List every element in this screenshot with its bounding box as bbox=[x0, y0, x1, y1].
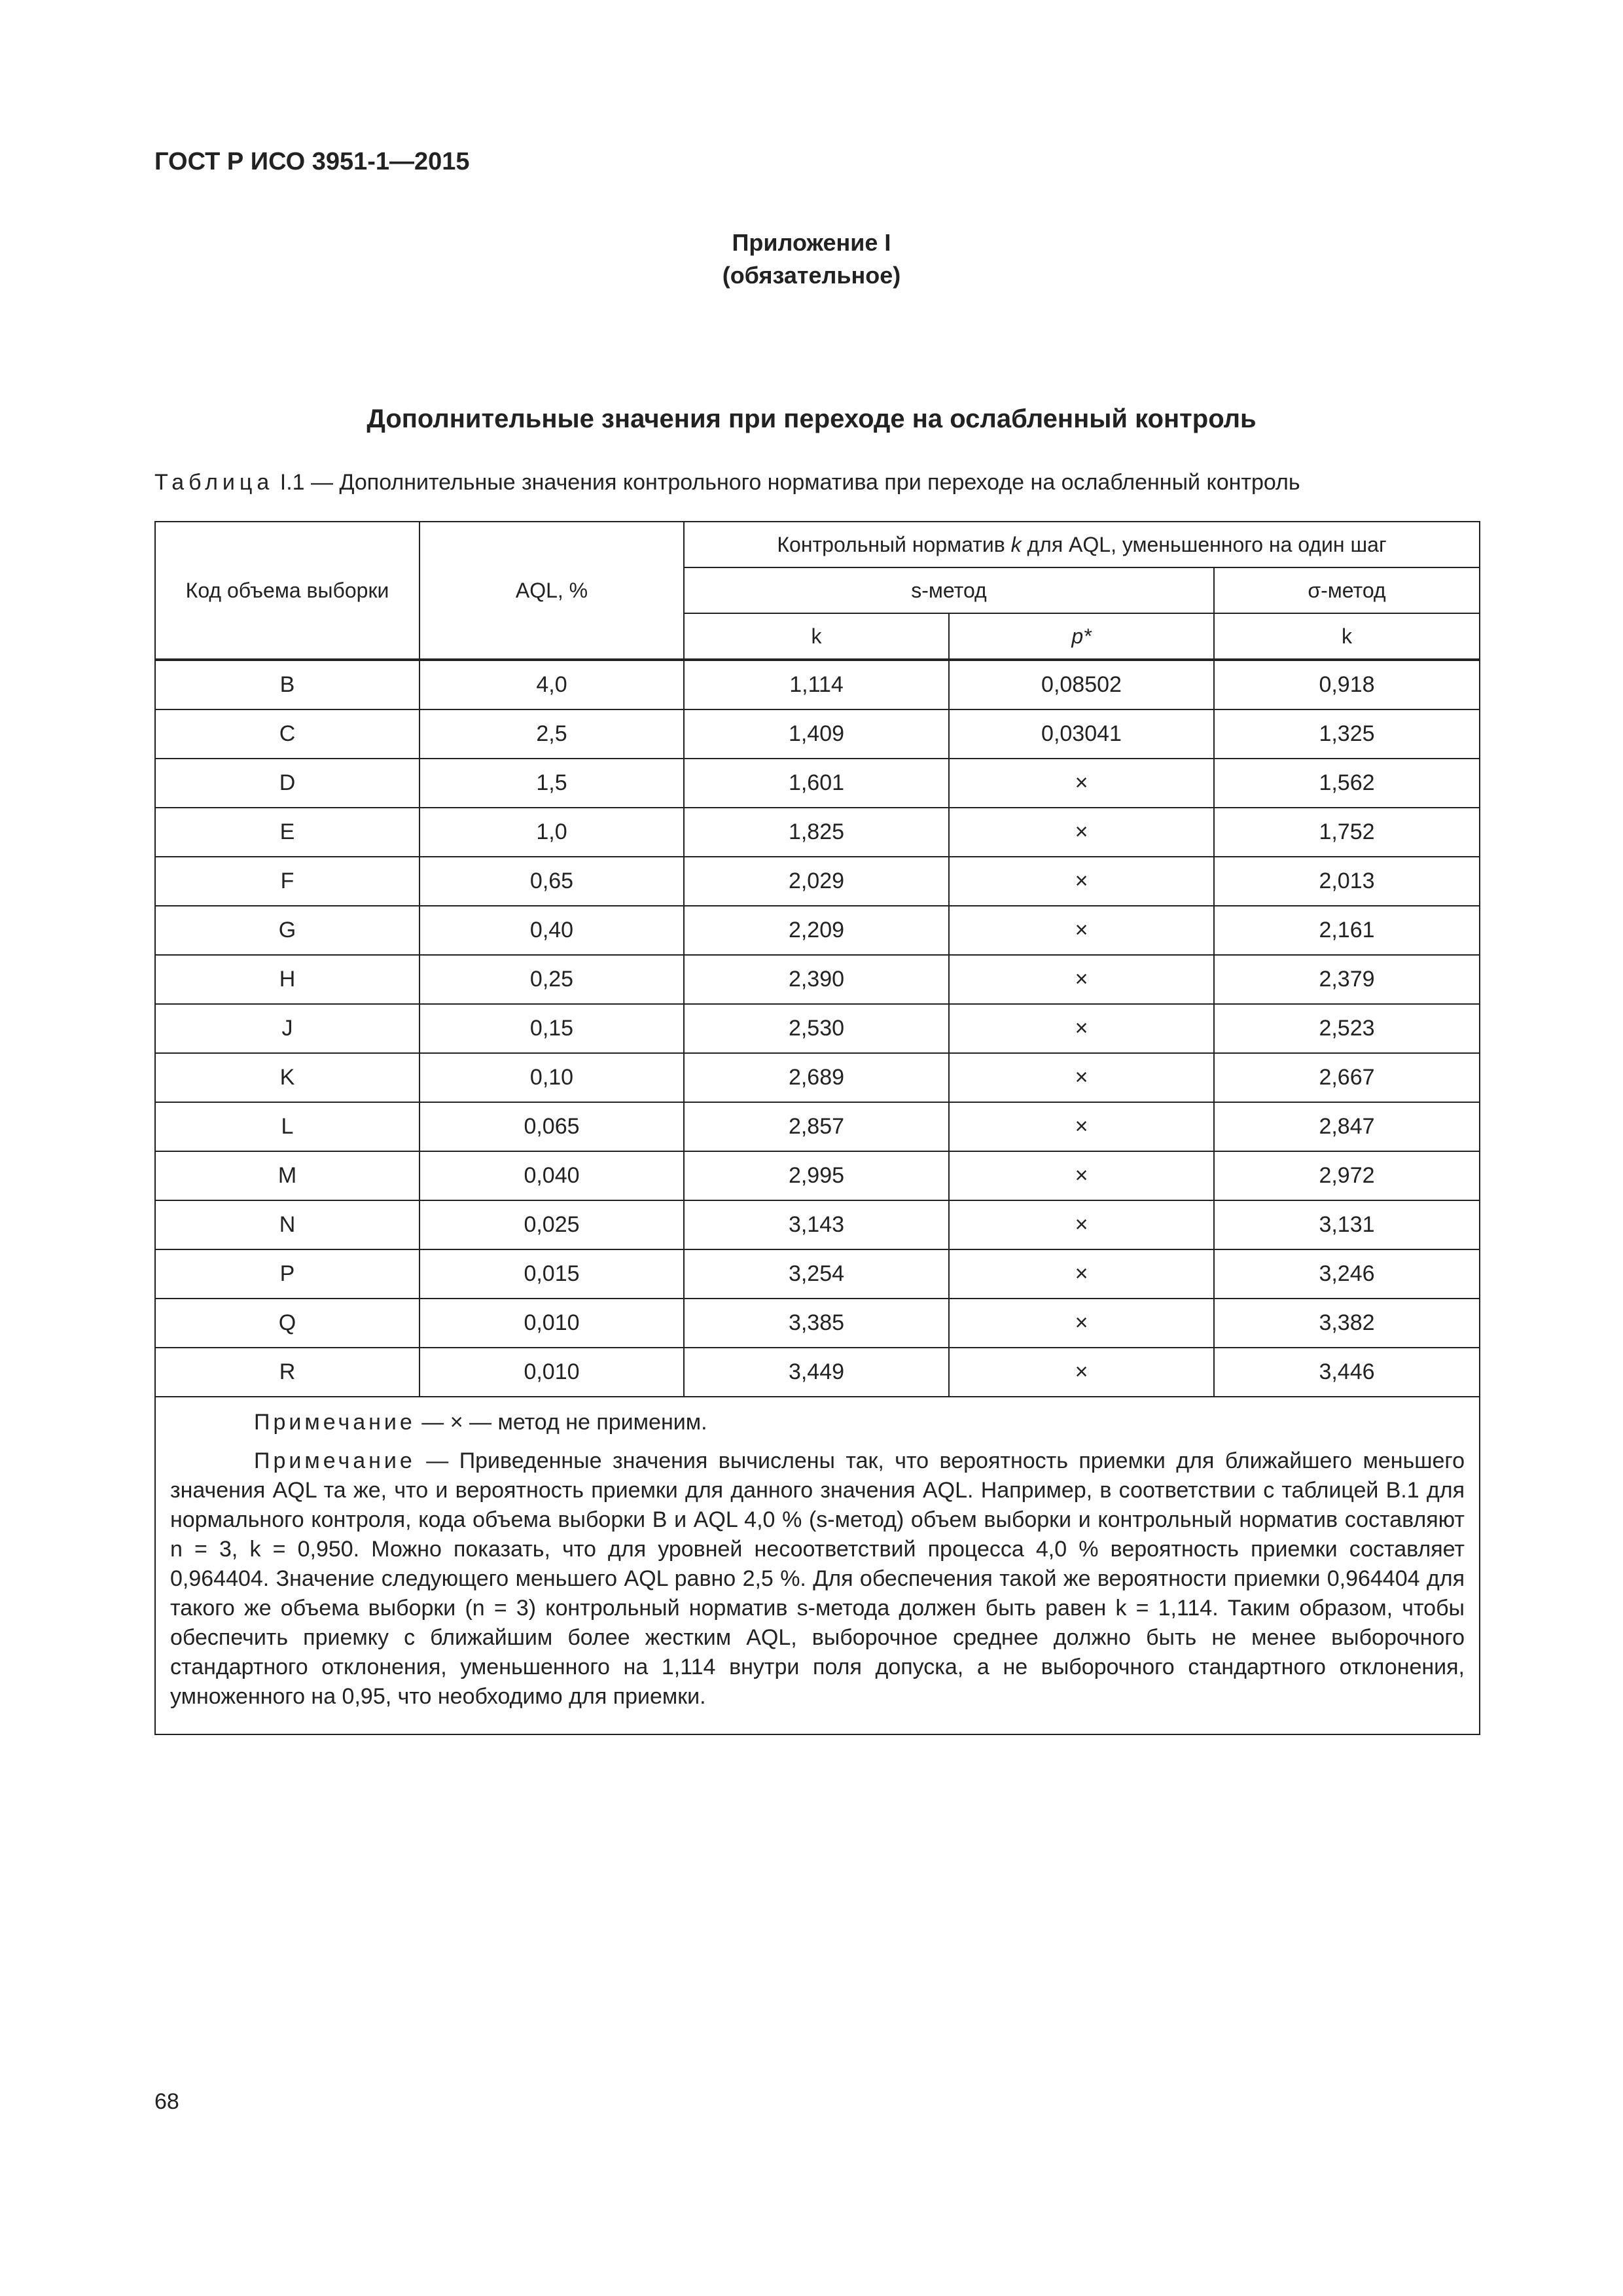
cell-p: × bbox=[949, 1200, 1214, 1249]
cell-k-sigma: 3,382 bbox=[1214, 1299, 1480, 1348]
cell-p: 0,08502 bbox=[949, 660, 1214, 709]
cell-k-sigma: 2,379 bbox=[1214, 955, 1480, 1004]
values-table bbox=[154, 521, 1480, 1735]
table-row bbox=[155, 955, 1480, 1004]
note-2-text: — Приведенные значения вычислены так, что вероятность приемки для ближайшего меньшего значения AQL та же, что и вероятность приемки для данного значения AQL. Например, в соответствии с таблицей В.1 для нормального контроля, кода объема выборки В и AQL 4,0 % (s-метод) объем выборки и контрольный норматив составляют n = 3, k = 0,950. Можно показать, что для уровней несоответствий процесса 4,0 % вероятность приемки составляет 0,964404. Значение следующего меньшего AQL равно 2,5 %. Для обеспечения такой же вероятности приемки 0,964404 для такого же объема выборки (n = 3) контрольный норматив s-метода должен быть равен k = 1,114. Таким образом, чтобы обеспечить приемку с ближайшим более жестким AQL, выборочное среднее должно быть не менее выборочного стандартного отклонения, уменьшенного на 1,114 внутри поля допуска, а не выборочного стандартного отклонения, умноженного на 0,95, что необходимо для приемки. bbox=[170, 1448, 1465, 1709]
header-group-k: k bbox=[1010, 532, 1022, 556]
cell-aql: 0,065 bbox=[419, 1102, 684, 1151]
cell-k-s: 1,409 bbox=[684, 709, 949, 759]
cell-code: D bbox=[155, 759, 419, 808]
table-row bbox=[155, 1102, 1480, 1151]
table-header bbox=[155, 522, 1480, 660]
cell-k-s: 2,530 bbox=[684, 1004, 949, 1053]
cell-p: × bbox=[949, 955, 1214, 1004]
cell-k-sigma: 1,752 bbox=[1214, 808, 1480, 857]
cell-p: × bbox=[949, 857, 1214, 906]
header-s-method: s-метод bbox=[684, 567, 1214, 613]
header-code: Код объема выборки bbox=[155, 522, 419, 660]
cell-p: × bbox=[949, 1151, 1214, 1200]
cell-k-sigma: 1,562 bbox=[1214, 759, 1480, 808]
caption-number: I.1 bbox=[279, 470, 305, 495]
appendix-heading bbox=[0, 226, 1623, 292]
cell-aql: 2,5 bbox=[419, 709, 684, 759]
cell-k-sigma: 2,013 bbox=[1214, 857, 1480, 906]
notes-cell bbox=[155, 1397, 1480, 1734]
caption-text: — Дополнительные значения контрольного норматива при переходе на ослабленный контроль bbox=[311, 470, 1300, 495]
cell-code: G bbox=[155, 906, 419, 955]
appendix-title: Приложение I bbox=[732, 229, 891, 256]
table-row bbox=[155, 857, 1480, 906]
cell-code: P bbox=[155, 1249, 419, 1299]
table-row bbox=[155, 906, 1480, 955]
cell-code: R bbox=[155, 1348, 419, 1397]
cell-k-sigma: 2,847 bbox=[1214, 1102, 1480, 1151]
cell-k-sigma: 2,523 bbox=[1214, 1004, 1480, 1053]
cell-code: N bbox=[155, 1200, 419, 1249]
header-group bbox=[684, 522, 1480, 567]
cell-k-s: 1,825 bbox=[684, 808, 949, 857]
cell-k-sigma: 1,325 bbox=[1214, 709, 1480, 759]
cell-p: × bbox=[949, 1102, 1214, 1151]
cell-k-s: 3,449 bbox=[684, 1348, 949, 1397]
table-row bbox=[155, 1200, 1480, 1249]
table-row bbox=[155, 759, 1480, 808]
cell-aql: 0,040 bbox=[419, 1151, 684, 1200]
cell-k-s: 1,114 bbox=[684, 660, 949, 709]
cell-k-s: 2,390 bbox=[684, 955, 949, 1004]
header-group-pre: Контрольный норматив bbox=[777, 532, 1011, 556]
cell-aql: 1,0 bbox=[419, 808, 684, 857]
table-row bbox=[155, 660, 1480, 709]
table-caption bbox=[154, 470, 1300, 495]
note-1-label: Примечание bbox=[254, 1410, 416, 1435]
header-p-star: p* bbox=[949, 613, 1214, 660]
cell-code: L bbox=[155, 1102, 419, 1151]
cell-k-sigma: 2,161 bbox=[1214, 906, 1480, 955]
cell-p: 0,03041 bbox=[949, 709, 1214, 759]
cell-aql: 0,25 bbox=[419, 955, 684, 1004]
table-row bbox=[155, 1249, 1480, 1299]
cell-aql: 0,010 bbox=[419, 1299, 684, 1348]
cell-p: × bbox=[949, 759, 1214, 808]
cell-aql: 0,40 bbox=[419, 906, 684, 955]
cell-p: × bbox=[949, 1299, 1214, 1348]
cell-k-s: 2,689 bbox=[684, 1053, 949, 1102]
cell-p: × bbox=[949, 1348, 1214, 1397]
table-row bbox=[155, 709, 1480, 759]
table-row bbox=[155, 808, 1480, 857]
cell-k-s: 3,143 bbox=[684, 1200, 949, 1249]
cell-code: Q bbox=[155, 1299, 419, 1348]
cell-code: B bbox=[155, 660, 419, 709]
cell-p: × bbox=[949, 906, 1214, 955]
cell-code: J bbox=[155, 1004, 419, 1053]
cell-aql: 0,10 bbox=[419, 1053, 684, 1102]
cell-aql: 0,010 bbox=[419, 1348, 684, 1397]
table-row bbox=[155, 1299, 1480, 1348]
cell-code: K bbox=[155, 1053, 419, 1102]
cell-code: F bbox=[155, 857, 419, 906]
note-2 bbox=[170, 1446, 1465, 1712]
cell-k-s: 2,995 bbox=[684, 1151, 949, 1200]
header-k-sigma: k bbox=[1214, 613, 1480, 660]
header-sigma-method: σ-метод bbox=[1214, 567, 1480, 613]
cell-aql: 4,0 bbox=[419, 660, 684, 709]
header-group-post: для AQL, уменьшенного на один шаг bbox=[1021, 532, 1387, 556]
table-row bbox=[155, 1004, 1480, 1053]
page-number: 68 bbox=[154, 2089, 179, 2114]
appendix-status: (обязательное) bbox=[722, 262, 901, 289]
cell-k-s: 3,254 bbox=[684, 1249, 949, 1299]
cell-k-s: 2,209 bbox=[684, 906, 949, 955]
note-1-text: — × — метод не применим. bbox=[415, 1410, 707, 1435]
table-row bbox=[155, 1151, 1480, 1200]
cell-aql: 1,5 bbox=[419, 759, 684, 808]
cell-k-sigma: 2,972 bbox=[1214, 1151, 1480, 1200]
table-row bbox=[155, 1053, 1480, 1102]
cell-p: × bbox=[949, 1249, 1214, 1299]
cell-code: E bbox=[155, 808, 419, 857]
cell-code: M bbox=[155, 1151, 419, 1200]
table-body bbox=[155, 660, 1480, 1397]
header-k-s: k bbox=[684, 613, 949, 660]
cell-p: × bbox=[949, 1053, 1214, 1102]
cell-aql: 0,015 bbox=[419, 1249, 684, 1299]
cell-code: H bbox=[155, 955, 419, 1004]
note-1 bbox=[170, 1408, 1465, 1437]
cell-k-sigma: 3,446 bbox=[1214, 1348, 1480, 1397]
cell-k-sigma: 3,246 bbox=[1214, 1249, 1480, 1299]
header-aql: AQL, % bbox=[419, 522, 684, 660]
table-row bbox=[155, 1348, 1480, 1397]
cell-k-sigma: 0,918 bbox=[1214, 660, 1480, 709]
cell-k-sigma: 3,131 bbox=[1214, 1200, 1480, 1249]
section-title: Дополнительные значения при переходе на ослабленный контроль bbox=[366, 404, 1257, 433]
cell-aql: 0,65 bbox=[419, 857, 684, 906]
cell-k-s: 3,385 bbox=[684, 1299, 949, 1348]
cell-k-s: 2,029 bbox=[684, 857, 949, 906]
cell-p: × bbox=[949, 808, 1214, 857]
document-code: ГОСТ Р ИСО 3951-1—2015 bbox=[154, 148, 470, 175]
cell-k-s: 2,857 bbox=[684, 1102, 949, 1151]
cell-code: C bbox=[155, 709, 419, 759]
cell-aql: 0,15 bbox=[419, 1004, 684, 1053]
cell-aql: 0,025 bbox=[419, 1200, 684, 1249]
caption-label: Таблица bbox=[154, 470, 274, 495]
cell-k-sigma: 2,667 bbox=[1214, 1053, 1480, 1102]
note-2-label: Примечание bbox=[254, 1448, 416, 1473]
cell-k-s: 1,601 bbox=[684, 759, 949, 808]
cell-p: × bbox=[949, 1004, 1214, 1053]
